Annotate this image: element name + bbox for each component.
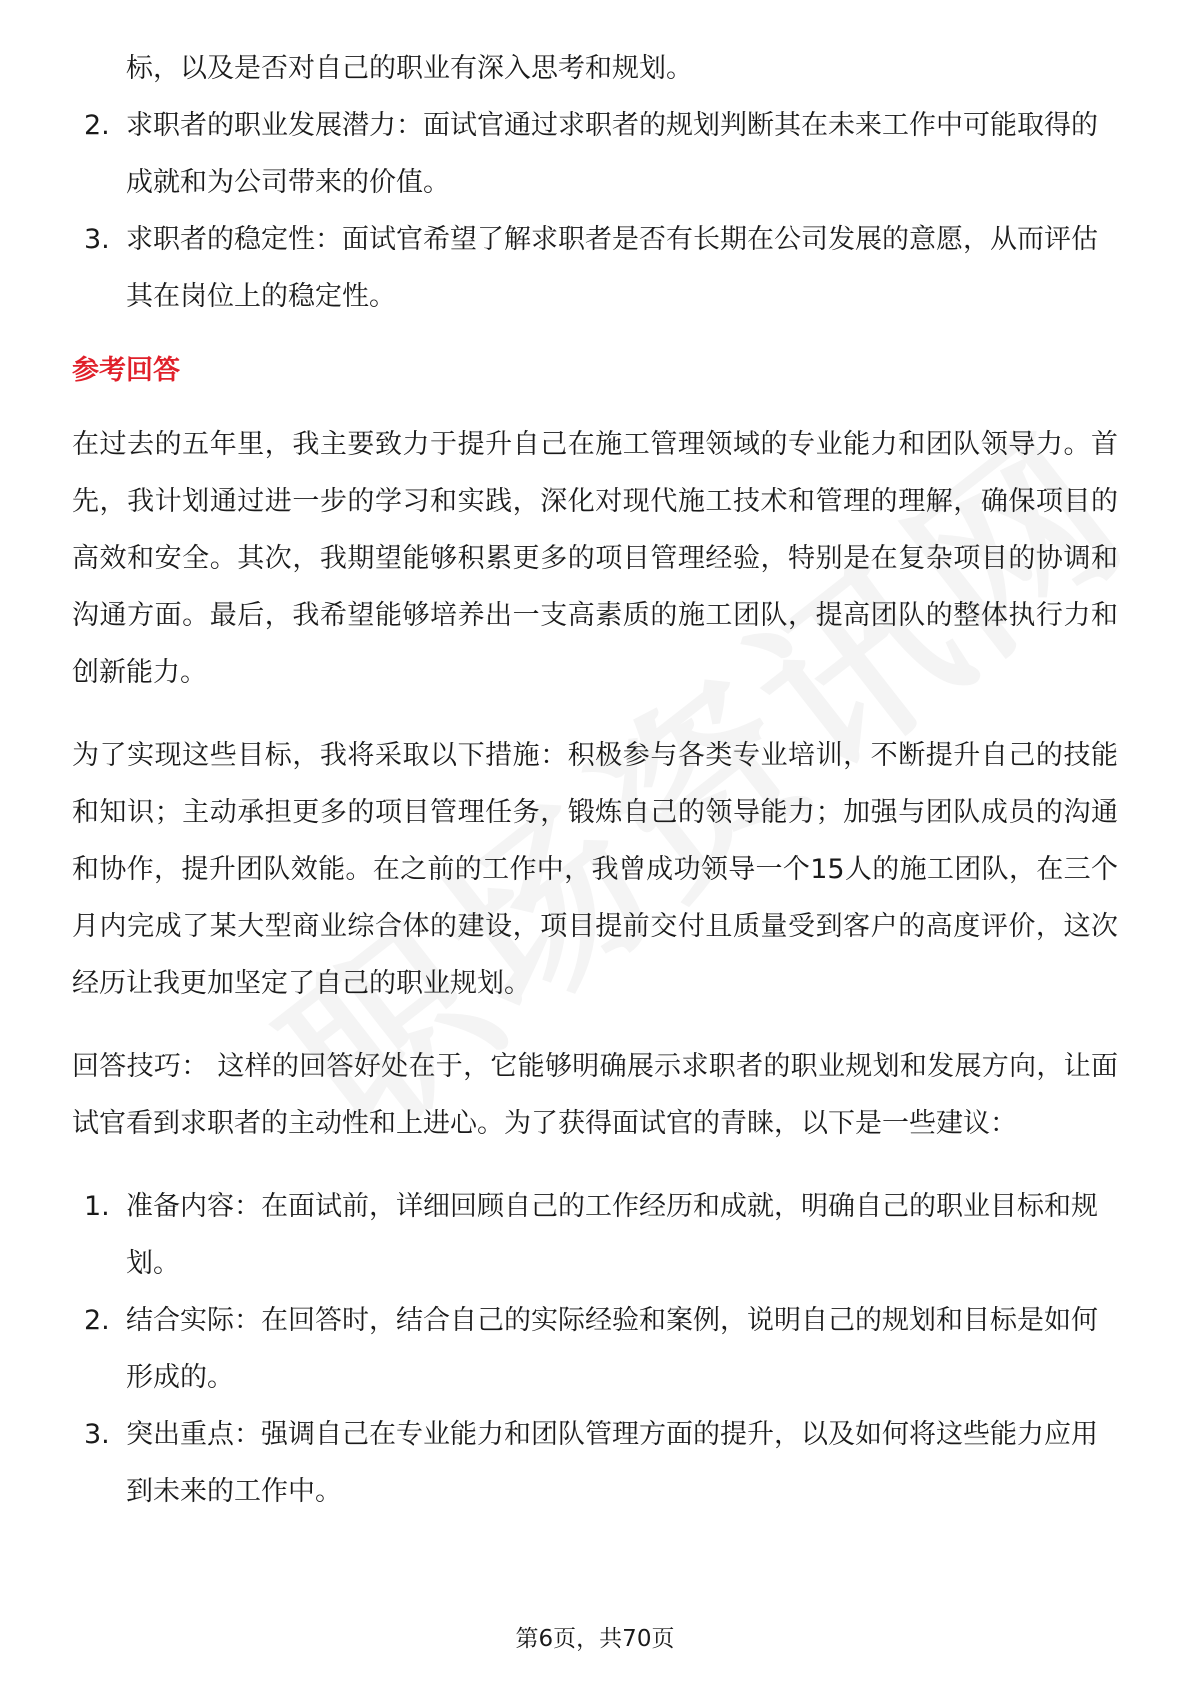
- list-number: 2.: [84, 110, 110, 141]
- list-item: [72, 97, 1118, 211]
- list-item: [72, 1292, 1118, 1406]
- answer-paragraph: 为了实现这些目标，我将采取以下措施：积极参与各类专业培训，不断提升自己的技能和知识；主动承担更多的项目管理任务，锻炼自己的领导能力；加强与团队成员的沟通和协作，提升团队效能。在之前的工作中，我曾成功领导一个15人的施工团队，在三个月内完成了某大型商业综合体的建设，项目提前交付且质量受到客户的高度评价，这次经历让我更加坚定了自己的职业规划。: [72, 740, 1118, 999]
- list-number: 3.: [84, 1419, 110, 1450]
- list-item: [72, 1406, 1118, 1520]
- list-item: [72, 211, 1118, 325]
- list-number: 3.: [84, 224, 110, 255]
- list-item-text: 突出重点：强调自己在专业能力和团队管理方面的提升，以及如何将这些能力应用到未来的工作中。: [126, 1419, 1098, 1507]
- list-item-text: 结合实际：在回答时，结合自己的实际经验和案例，说明自己的规划和目标是如何形成的。: [126, 1305, 1098, 1393]
- page-content: [72, 40, 1118, 1520]
- list-number: 2.: [84, 1305, 110, 1336]
- tips-intro-paragraph: 回答技巧： 这样的回答好处在于，它能够明确展示求职者的职业规划和发展方向，让面试官看到求职者的主动性和上进心。为了获得面试官的青睐，以下是一些建议：: [72, 1051, 1118, 1139]
- answer-paragraph: 在过去的五年里，我主要致力于提升自己在施工管理领域的专业能力和团队领导力。首先，我计划通过进一步的学习和实践，深化对现代施工技术和管理的理解，确保项目的高效和安全。其次，我期望能够积累更多的项目管理经验，特别是在复杂项目的协调和沟通方面。最后，我希望能够培养出一支高素质的施工团队，提高团队的整体执行力和创新能力。: [72, 429, 1118, 688]
- list-item-continuation: 标，以及是否对自己的职业有深入思考和规划。: [126, 53, 693, 84]
- tips-list: [72, 1178, 1118, 1520]
- list-number: 1.: [84, 1191, 110, 1222]
- evaluation-list: [72, 97, 1118, 325]
- section-heading: 参考回答: [72, 355, 180, 386]
- list-item-text: 准备内容：在面试前，详细回顾自己的工作经历和成就，明确自己的职业目标和规划。: [126, 1191, 1098, 1279]
- page-footer: 第6页，共70页: [515, 1626, 675, 1652]
- list-item-text: 求职者的稳定性：面试官希望了解求职者是否有长期在公司发展的意愿，从而评估其在岗位上的稳定性。: [126, 224, 1098, 312]
- list-item-text: 求职者的职业发展潜力：面试官通过求职者的规划判断其在未来工作中可能取得的成就和为公司带来的价值。: [126, 110, 1098, 198]
- list-item: [72, 1178, 1118, 1292]
